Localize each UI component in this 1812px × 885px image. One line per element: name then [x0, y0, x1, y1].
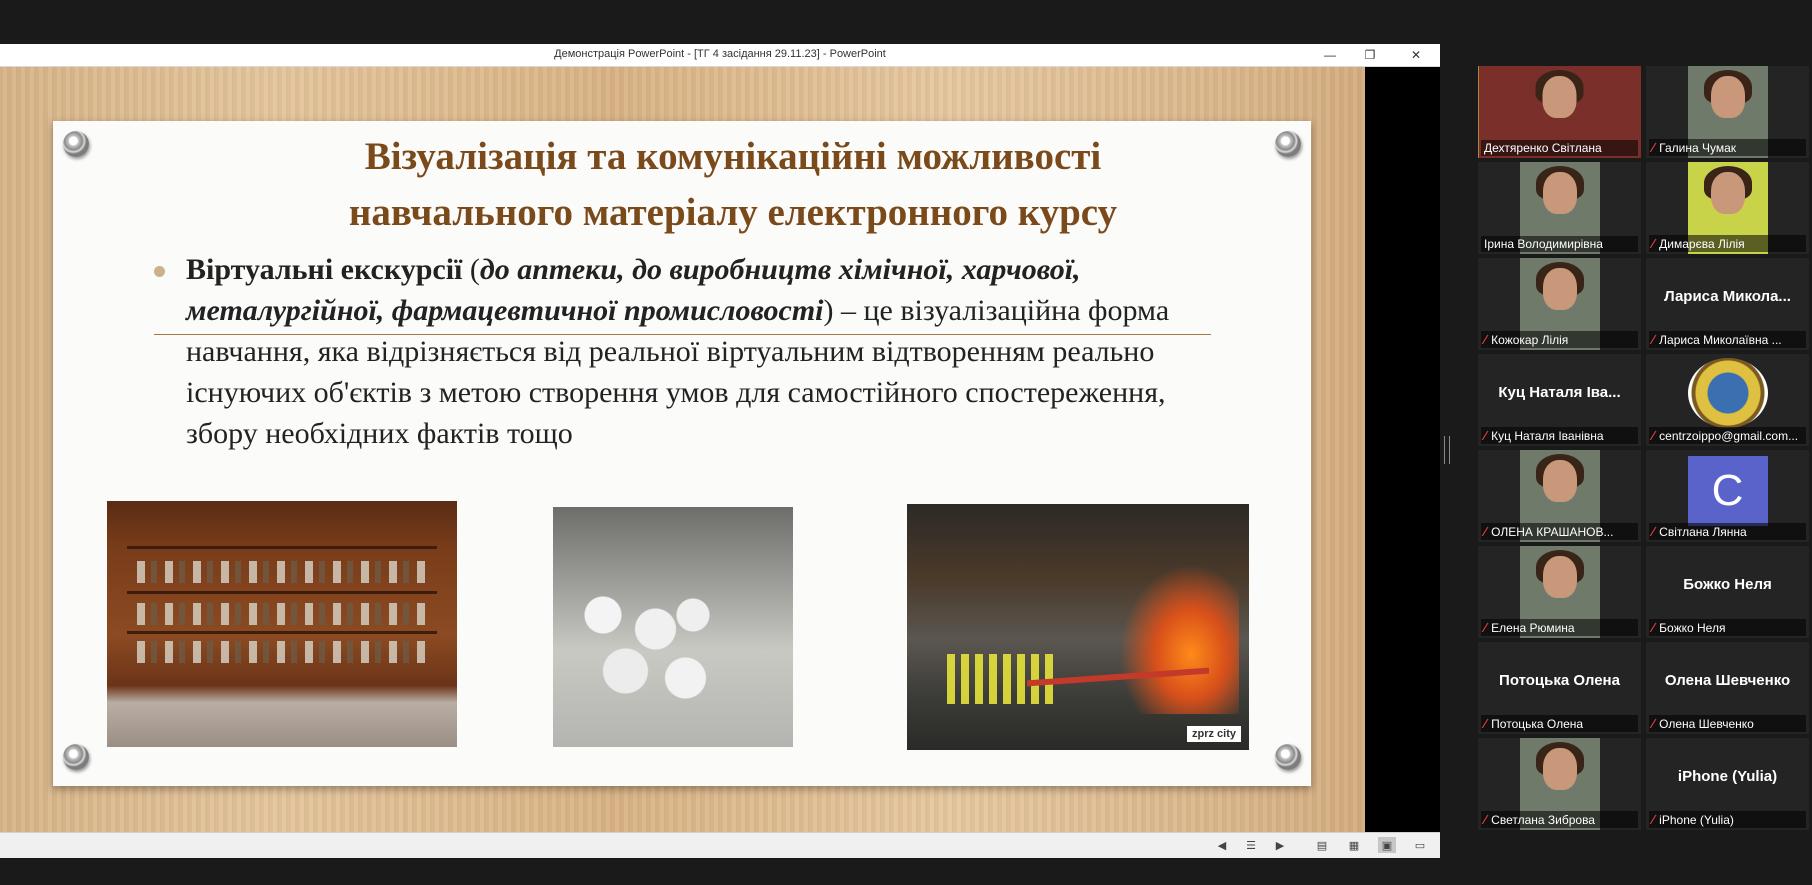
participant-name: iPhone (Yulia): [1659, 812, 1734, 827]
reading-view-icon[interactable]: ▣: [1378, 837, 1396, 853]
participant-tile[interactable]: [1478, 258, 1641, 350]
participant-name-label: [1649, 811, 1806, 828]
muted-mic-icon: ⁄: [1484, 332, 1487, 347]
muted-mic-icon: ⁄: [1484, 716, 1487, 731]
bullet-italic-text: до аптеки, до виробництв хімічної, харчової, металургійної, фармацевтичної промисловості: [186, 253, 1081, 327]
participant-avatar: C: [1688, 456, 1768, 526]
muted-mic-icon: ⁄: [1652, 236, 1655, 251]
participant-name: Кожокар Лілія: [1491, 332, 1569, 347]
bullet-open-paren: (: [462, 253, 480, 286]
status-bar: [0, 832, 1440, 858]
participant-display-name: Потоцька Олена: [1499, 672, 1620, 689]
participant-face: [1543, 172, 1577, 214]
close-button[interactable]: ✕: [1410, 48, 1422, 62]
participant-face: [1543, 748, 1577, 790]
muted-mic-icon: ⁄: [1484, 812, 1487, 827]
muted-mic-icon: ⁄: [1652, 716, 1655, 731]
slide-title-line2: навчального матеріалу електронного курсу: [348, 191, 1118, 234]
slide-sorter-icon[interactable]: ▦: [1348, 839, 1360, 852]
participants-panel: [1478, 66, 1812, 830]
participant-name: Галина Чумак: [1659, 140, 1737, 155]
participant-display-name: Куц Наталя Іва...: [1498, 384, 1621, 401]
restore-button[interactable]: ❐: [1364, 48, 1376, 62]
participant-face: [1543, 76, 1577, 118]
participant-name-label: [1481, 427, 1638, 444]
participant-tile[interactable]: [1478, 738, 1641, 830]
pin-icon: [63, 744, 89, 770]
participant-name-label: [1649, 619, 1806, 636]
participant-name: Светлана Зиброва: [1491, 812, 1595, 827]
participant-tile[interactable]: [1646, 738, 1809, 830]
participant-name-label: [1481, 236, 1638, 252]
participant-name-label: [1649, 139, 1806, 156]
muted-mic-icon: ⁄: [1652, 332, 1655, 347]
bullet-icon: [154, 266, 165, 277]
participant-tile[interactable]: [1478, 162, 1641, 254]
participant-tile[interactable]: [1646, 450, 1809, 542]
participant-display-name: iPhone (Yulia): [1677, 768, 1778, 785]
participant-display-name: Лариса Микола...: [1664, 288, 1791, 305]
slide-title-line1: Візуалізація та комунікаційні можливості: [364, 135, 1102, 178]
title-bar: [0, 44, 1440, 67]
pharmacy-photo: [107, 501, 457, 747]
participant-tile[interactable]: [1646, 642, 1809, 734]
participant-tile[interactable]: [1646, 66, 1809, 158]
muted-mic-icon: ⁄: [1484, 428, 1487, 443]
muted-mic-icon: ⁄: [1652, 428, 1655, 443]
participant-name: Олена Шевченко: [1659, 716, 1754, 731]
participant-name: Елена Рюмина: [1491, 620, 1575, 635]
participant-face: [1543, 460, 1577, 502]
participant-tile[interactable]: [1478, 450, 1641, 542]
participant-name: Потоцька Олена: [1491, 716, 1584, 731]
participant-name-label: [1481, 619, 1638, 636]
participant-face: [1711, 76, 1745, 118]
participant-face: [1711, 172, 1745, 214]
participant-name-label: [1481, 331, 1638, 348]
participant-face: [1543, 556, 1577, 598]
participant-name-label: [1481, 523, 1638, 540]
participant-tile[interactable]: [1478, 642, 1641, 734]
participant-name-label: [1481, 811, 1638, 828]
participant-tile[interactable]: [1478, 66, 1641, 158]
participant-name: Куц Наталя Іванівна: [1491, 428, 1604, 443]
panel-splitter[interactable]: [1444, 436, 1450, 464]
muted-mic-icon: ⁄: [1652, 524, 1655, 539]
pin-icon: [1275, 744, 1301, 770]
participant-tile[interactable]: [1646, 354, 1809, 446]
muted-mic-icon: ⁄: [1652, 140, 1655, 155]
slide-area: [0, 67, 1365, 832]
participant-name: Лариса Миколаївна ...: [1659, 332, 1782, 347]
participant-name: Димарєва Лілія: [1659, 236, 1745, 251]
window-title: Демонстрація PowerPoint - [ТГ 4 засідання 29.11.23] - PowerPoint: [554, 48, 886, 60]
bullet-bold-text: Віртуальні екскурсії: [186, 253, 463, 286]
minimize-button[interactable]: —: [1324, 48, 1336, 62]
participant-display-name: Олена Шевченко: [1664, 672, 1791, 689]
participant-tile[interactable]: [1646, 258, 1809, 350]
participant-name-label: [1649, 235, 1806, 252]
participant-tile[interactable]: [1646, 546, 1809, 638]
slideshow-icon[interactable]: ▭: [1414, 839, 1426, 852]
muted-mic-icon: ⁄: [1652, 812, 1655, 827]
participant-name-label: [1649, 331, 1806, 348]
participant-name-label: [1481, 140, 1638, 156]
bullet-paragraph: [186, 249, 1216, 454]
participant-display-name: Божко Неля: [1683, 576, 1772, 593]
participant-name-label: [1481, 715, 1638, 732]
slide-menu-icon[interactable]: ☰: [1246, 839, 1256, 852]
photo-watermark: zprz city: [1187, 726, 1241, 742]
participant-name: Світлана Лянна: [1659, 524, 1747, 539]
participant-face: [1543, 268, 1577, 310]
participant-tile[interactable]: [1478, 354, 1641, 446]
food-factory-photo: [553, 507, 793, 747]
participant-name-label: [1649, 427, 1806, 444]
slide-title: [173, 129, 1293, 241]
metallurgy-photo: [907, 504, 1249, 750]
prev-slide-icon[interactable]: ◀: [1217, 839, 1227, 852]
next-slide-icon[interactable]: ▶: [1275, 839, 1285, 852]
participant-tile[interactable]: [1478, 546, 1641, 638]
normal-view-icon[interactable]: ▤: [1316, 839, 1328, 852]
participant-name: Божко Неля: [1659, 620, 1726, 635]
muted-mic-icon: ⁄: [1652, 620, 1655, 635]
muted-mic-icon: ⁄: [1484, 524, 1487, 539]
pin-icon: [63, 131, 89, 157]
slide-card: [53, 121, 1311, 786]
participant-name: Дехтяренко Світлана: [1484, 141, 1602, 155]
participant-name-label: [1649, 715, 1806, 732]
participant-name: Ірина Володимирівна: [1484, 237, 1603, 251]
organization-logo-icon: [1688, 358, 1768, 428]
participant-name-label: [1649, 523, 1806, 540]
muted-mic-icon: ⁄: [1484, 620, 1487, 635]
participant-name: ОЛЕНА КРАШАНОВ...: [1491, 524, 1614, 539]
powerpoint-window: [0, 44, 1440, 857]
bullet-rest-text: ) – це візуалізаційна форма навчання, яка відрізняється від реальної віртуальним відтворенням реально існуючих об'єктів з метою створення умов для самостійного спостереження, збору необхідних фактів тощо: [186, 294, 1170, 450]
participant-name: centrzoippo@gmail.com...: [1659, 428, 1799, 443]
slide-margin: [1365, 67, 1440, 832]
participant-tile[interactable]: [1646, 162, 1809, 254]
